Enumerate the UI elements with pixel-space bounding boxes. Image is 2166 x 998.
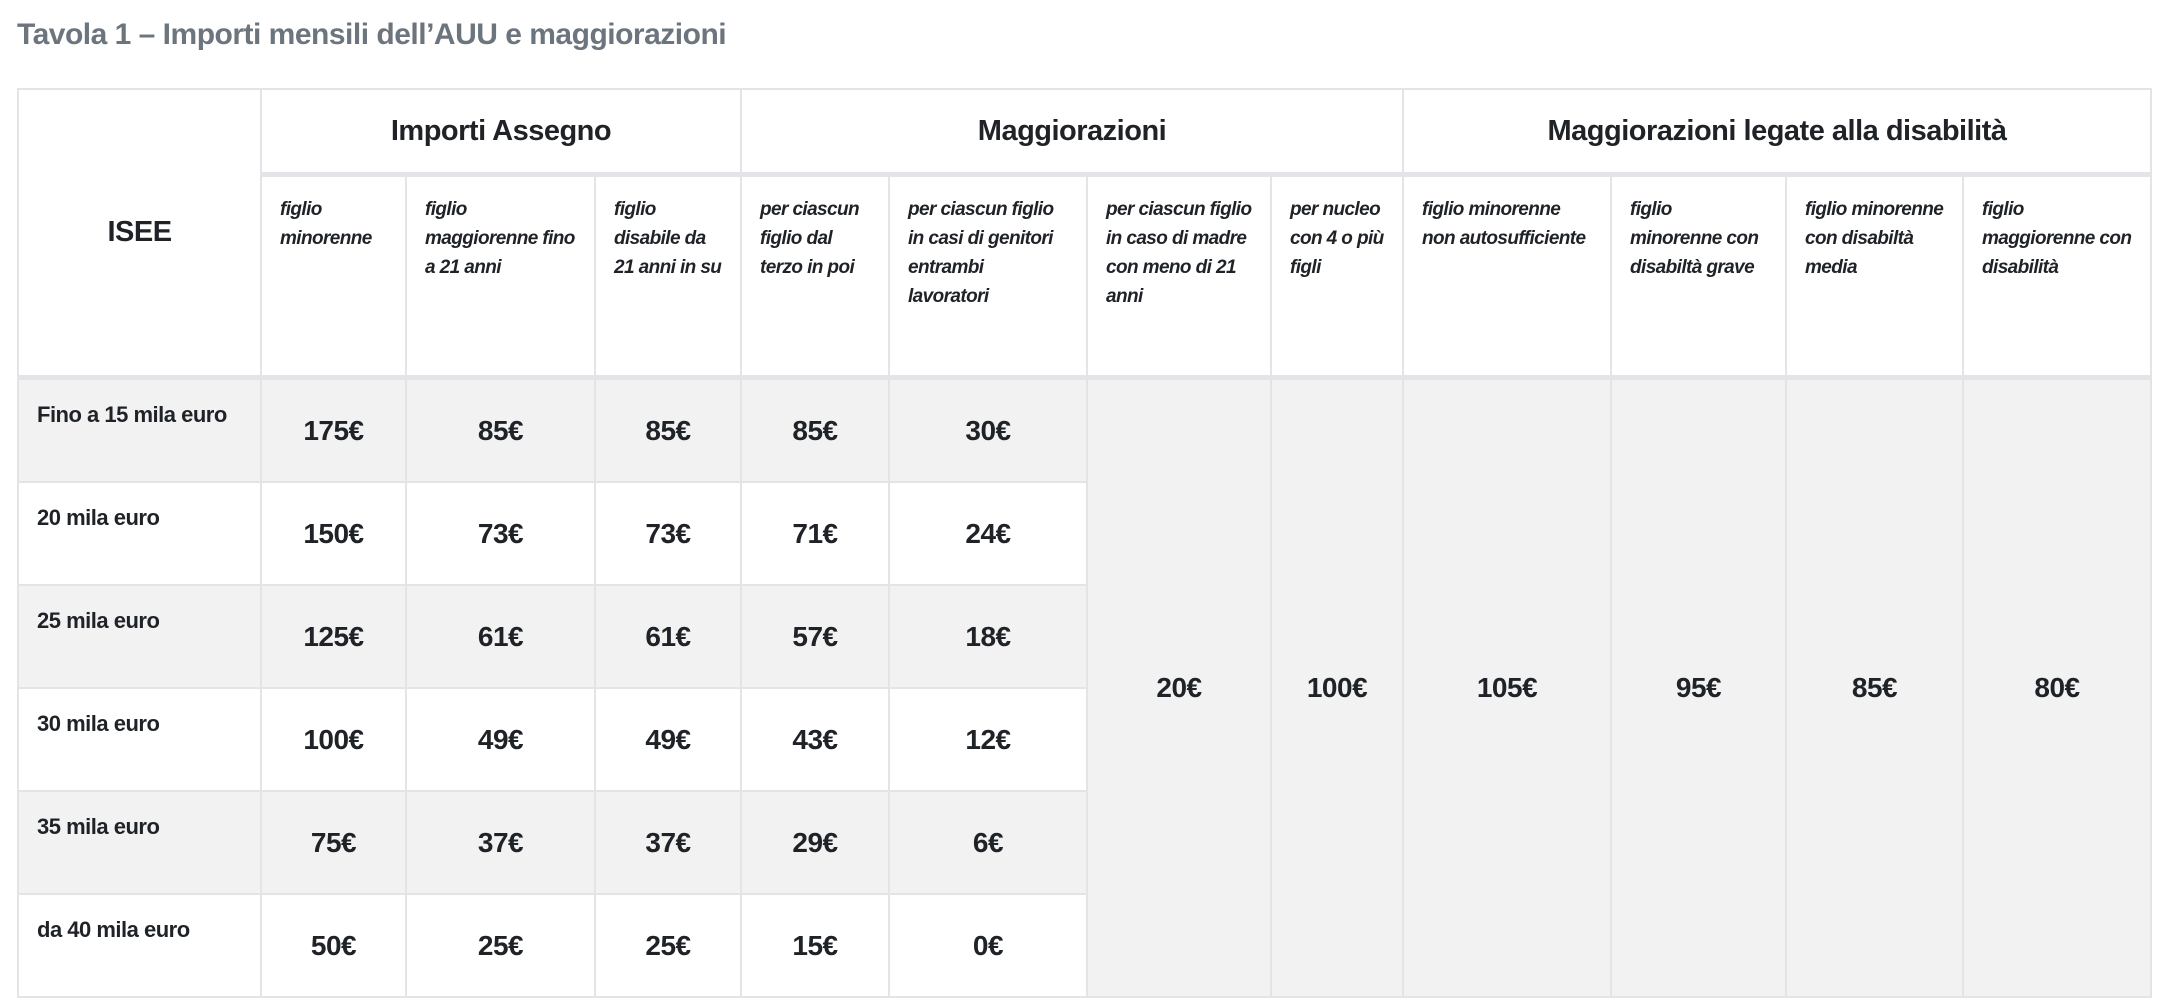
table-row [18, 378, 2151, 483]
amount-cell: 30€ [889, 378, 1087, 483]
column-header: figlio disabile da 21 anni in su [595, 175, 741, 378]
amount-cell: 73€ [595, 482, 741, 585]
amount-cell: 71€ [741, 482, 889, 585]
amount-cell: 175€ [261, 378, 406, 483]
column-header: figlio maggiorenne con disabilità [1963, 175, 2151, 378]
column-header: figlio minorenne con disabiltà media [1786, 175, 1963, 378]
amount-cell: 6€ [889, 791, 1087, 894]
amount-cell: 25€ [595, 894, 741, 997]
isee-label: Fino a 15 mila euro [18, 378, 261, 483]
amount-cell: 125€ [261, 585, 406, 688]
amount-cell: 85€ [406, 378, 595, 483]
amount-cell: 73€ [406, 482, 595, 585]
allowance-table [17, 88, 2152, 998]
isee-label: 30 mila euro [18, 688, 261, 791]
amount-cell: 15€ [741, 894, 889, 997]
column-header: per ciascun figlio in casi di genitori entrambi lavoratori [889, 175, 1087, 378]
group-header-maggiorazioni: Maggiorazioni [741, 89, 1403, 175]
amount-cell: 0€ [889, 894, 1087, 997]
column-header: per nucleo con 4 o più figli [1271, 175, 1403, 378]
amount-cell: 50€ [261, 894, 406, 997]
amount-cell: 29€ [741, 791, 889, 894]
column-header: figlio maggiorenne fino a 21 anni [406, 175, 595, 378]
amount-cell: 18€ [889, 585, 1087, 688]
isee-label: 25 mila euro [18, 585, 261, 688]
amount-cell: 37€ [595, 791, 741, 894]
amount-cell: 24€ [889, 482, 1087, 585]
amount-cell: 49€ [595, 688, 741, 791]
merged-amount-cell: 80€ [1963, 378, 2151, 998]
amount-cell: 37€ [406, 791, 595, 894]
group-header-disabilita: Maggiorazioni legate alla disabilità [1403, 89, 2151, 175]
merged-amount-cell: 105€ [1403, 378, 1611, 998]
amount-cell: 85€ [741, 378, 889, 483]
table-title: Tavola 1 – Importi mensili dell’AUU e maggiorazioni [17, 18, 727, 51]
amount-cell: 12€ [889, 688, 1087, 791]
merged-amount-cell: 20€ [1087, 378, 1271, 998]
amount-cell: 49€ [406, 688, 595, 791]
merged-amount-cell: 100€ [1271, 378, 1403, 998]
column-header: figlio minorenne non autosufficiente [1403, 175, 1611, 378]
amount-cell: 57€ [741, 585, 889, 688]
column-header: figlio minorenne [261, 175, 406, 378]
isee-header: ISEE [18, 89, 261, 378]
isee-label: da 40 mila euro [18, 894, 261, 997]
merged-amount-cell: 95€ [1611, 378, 1786, 998]
amount-cell: 85€ [595, 378, 741, 483]
amount-cell: 61€ [595, 585, 741, 688]
merged-amount-cell: 85€ [1786, 378, 1963, 998]
column-header: figlio minorenne con disabiltà grave [1611, 175, 1786, 378]
amount-cell: 61€ [406, 585, 595, 688]
group-header-importi: Importi Assegno [261, 89, 741, 175]
isee-label: 20 mila euro [18, 482, 261, 585]
amount-cell: 150€ [261, 482, 406, 585]
amount-cell: 75€ [261, 791, 406, 894]
column-header: per ciascun figlio dal terzo in poi [741, 175, 889, 378]
amount-cell: 100€ [261, 688, 406, 791]
isee-label: 35 mila euro [18, 791, 261, 894]
column-header: per ciascun figlio in caso di madre con meno di 21 anni [1087, 175, 1271, 378]
amount-cell: 25€ [406, 894, 595, 997]
amount-cell: 43€ [741, 688, 889, 791]
